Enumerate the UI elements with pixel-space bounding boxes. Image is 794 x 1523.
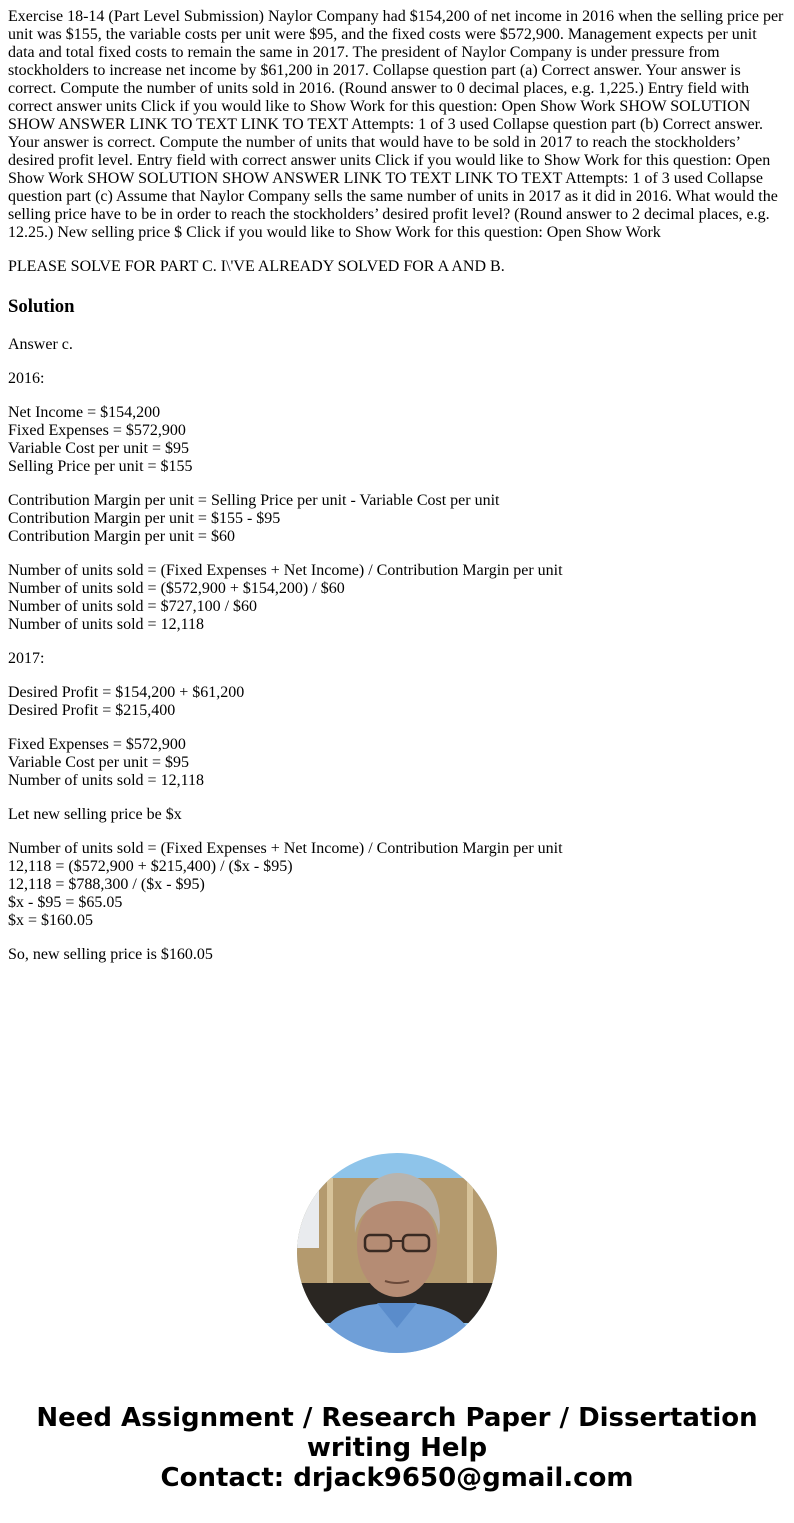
solution-line: Variable Cost per unit = $95 <box>8 440 189 457</box>
solution-line: $x = $160.05 <box>8 912 94 929</box>
solution-line: Desired Profit = $154,200 + $61,200 <box>8 684 245 701</box>
solution-line: Desired Profit = $215,400 <box>8 702 176 719</box>
solution-line: 12,118 = ($572,900 + $215,400) / ($x - $95) <box>8 858 293 875</box>
solution-line: $x - $95 = $65.05 <box>8 894 123 911</box>
solution-line: Let new selling price be $x <box>8 806 182 823</box>
contact-email: Contact: drjack9650@gmail.com <box>160 1463 634 1493</box>
solution-line: Contribution Margin per unit = $155 - $95 <box>8 510 281 527</box>
avatar <box>297 1153 497 1353</box>
solution-paragraph <box>8 650 786 668</box>
solution-paragraph <box>8 404 786 476</box>
question-text: Exercise 18-14 (Part Level Submission) Naylor Company had $154,200 of net income in 2016 when the selling price per unit was $155, the variable costs per unit were $95, and the fixed costs were $572,900. Management expects per unit data and total fixed costs to remain the same in 2017. The president of Naylor Company is under pressure from stockholders to increase net income by $61,200 in 2017. Collapse question part (a) Correct answer. Your answer is correct. Compute the number of units sold in 2016. (Round answer to 0 decimal places, e.g. 1,225.) Entry field with correct answer units Click if you would like to Show Work for this question: Open Show Work SHOW SOLUTION SHOW ANSWER LINK TO TEXT LINK TO TEXT Attempts: 1 of 3 used Collapse question part (b) Correct answer. Your answer is correct. Compute the number of units that would have to be sold in 2017 to reach the stockholders’ desired profit level. Entry field with correct answer units Click if you would like to Show Work for this question: Open Show Work SHOW SOLUTION SHOW ANSWER LINK TO TEXT LINK TO TEXT Attempts: 1 of 3 used Collapse question part (c) Assume that Naylor Company sells the same number of units in 2017 as it did in 2016. What would the selling price have to be in order to reach the stockholders’ desired profit level? (Round answer to 2 decimal places, e.g. 12.25.) New selling price $ Click if you would like to Show Work for this question: Open Show Work <box>8 8 784 241</box>
banner-headline: Need Assignment / Research Paper / Dissertation <box>36 1403 758 1433</box>
solution-line: 12,118 = $788,300 / ($x - $95) <box>8 876 205 893</box>
solution-paragraph <box>8 840 786 930</box>
solution-line: Number of units sold = (Fixed Expenses + Net Income) / Contribution Margin per unit <box>8 840 563 857</box>
solution-paragraph <box>8 806 786 824</box>
solution-line: Contribution Margin per unit = Selling Price per unit - Variable Cost per unit <box>8 492 500 509</box>
solution-paragraph <box>8 370 786 388</box>
person-photo-icon <box>297 1153 497 1353</box>
solution-paragraph <box>8 336 786 354</box>
solution-paragraph <box>8 736 786 790</box>
solution-line: Contribution Margin per unit = $60 <box>8 528 235 545</box>
solution-line: Fixed Expenses = $572,900 <box>8 422 186 439</box>
solution-line: 2016: <box>8 370 45 387</box>
solution-line: Fixed Expenses = $572,900 <box>8 736 186 753</box>
solution-line: Variable Cost per unit = $95 <box>8 754 189 771</box>
banner-subline: writing Help <box>306 1433 488 1463</box>
solution-line: Answer c. <box>8 336 73 353</box>
solution-line: Number of units sold = $727,100 / $60 <box>8 598 258 615</box>
solution-line: Net Income = $154,200 <box>8 404 161 421</box>
request-text: PLEASE SOLVE FOR PART C. I\'VE ALREADY SOLVED FOR A AND B. <box>8 258 505 275</box>
solution-line: Number of units sold = ($572,900 + $154,200) / $60 <box>8 580 345 597</box>
solution-line: Number of units sold = 12,118 <box>8 616 204 633</box>
solution-paragraph <box>8 684 786 720</box>
solution-heading: Solution <box>8 296 75 317</box>
solution-paragraph <box>8 562 786 634</box>
solution-line: Number of units sold = 12,118 <box>8 772 204 789</box>
solution-line: 2017: <box>8 650 45 667</box>
contact-banner <box>0 1403 794 1493</box>
solution-line: So, new selling price is $160.05 <box>8 946 213 963</box>
page-content <box>8 8 786 964</box>
solution-line: Selling Price per unit = $155 <box>8 458 193 475</box>
solution-paragraph <box>8 946 786 964</box>
solution-line: Number of units sold = (Fixed Expenses + Net Income) / Contribution Margin per unit <box>8 562 563 579</box>
solution-paragraph <box>8 492 786 546</box>
